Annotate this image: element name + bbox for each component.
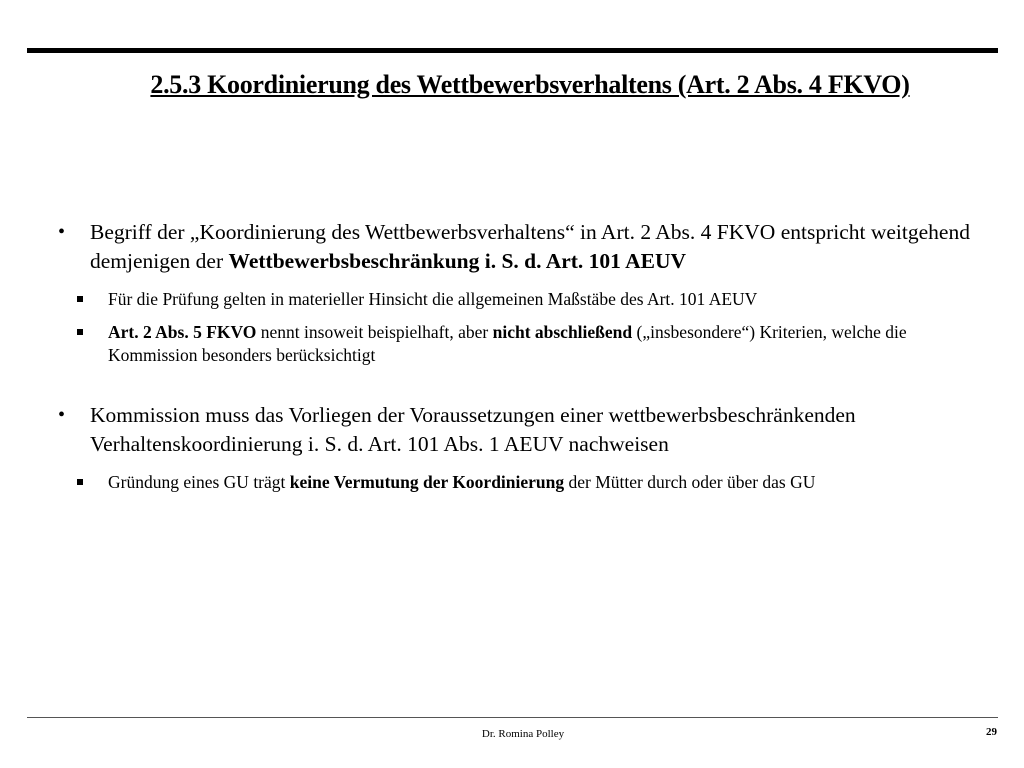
- slide-body: [58, 218, 998, 494]
- sub-bullet-1-1-text: Für die Prüfung gelten in materieller Hinsicht die allgemeinen Maßstäbe des Art. 101 AEUV: [108, 289, 758, 309]
- sub-bullet-1-2: [58, 321, 998, 367]
- sub-bullet-2-1-text-a: Gründung eines GU trägt: [108, 472, 290, 492]
- square-bullet-icon: [77, 329, 83, 335]
- square-bullet-icon: [77, 296, 83, 302]
- bullet-2-text: Kommission muss das Vorliegen der Voraussetzungen einer wettbewerbsbeschränkenden Verhaltenskoordinierung i. S. d. Art. 101 Abs. 1 AEUV nachweisen: [90, 403, 856, 456]
- bullet-dot-icon: •: [58, 221, 66, 243]
- bullet-1: [58, 218, 998, 276]
- bullet-1-bold: Wettbewerbsbeschränkung i. S. d. Art. 101 AEUV: [228, 249, 687, 273]
- sub-bullet-2-1: [58, 471, 998, 494]
- sub-bullet-1-2-text-b: („insbesondere“) Kriterien, welche die Kommission besonders berücksichtigt: [108, 322, 907, 365]
- sub-bullet-2-1-text-b: der Mütter durch oder über das GU: [564, 472, 816, 492]
- top-divider: [27, 48, 998, 53]
- square-bullet-icon: [77, 479, 83, 485]
- bullet-2: [58, 401, 998, 459]
- slide-title: 2.5.3 Koordinierung des Wettbewerbsverhaltens (Art. 2 Abs. 4 FKVO): [150, 70, 910, 99]
- bullet-1-text: Begriff der „Koordinierung des Wettbewerbsverhaltens“ in Art. 2 Abs. 4 FKVO entspricht weitgehend demjenigen der: [90, 220, 970, 273]
- sub-bullet-1-2-text-a: nennt insoweit beispielhaft, aber: [256, 322, 493, 342]
- footer-author: Dr. Romina Polley: [481, 728, 565, 740]
- sub-bullet-1-2-bold-a: Art. 2 Abs. 5 FKVO: [108, 322, 257, 342]
- sub-bullet-1-1: [58, 288, 998, 311]
- page-number: 29: [986, 726, 997, 738]
- bottom-divider: [27, 717, 998, 718]
- bullet-dot-icon: •: [58, 404, 66, 426]
- sub-bullet-2-1-bold: keine Vermutung der Koordinierung: [289, 472, 565, 492]
- sub-bullet-1-2-bold-b: nicht abschließend: [492, 322, 633, 342]
